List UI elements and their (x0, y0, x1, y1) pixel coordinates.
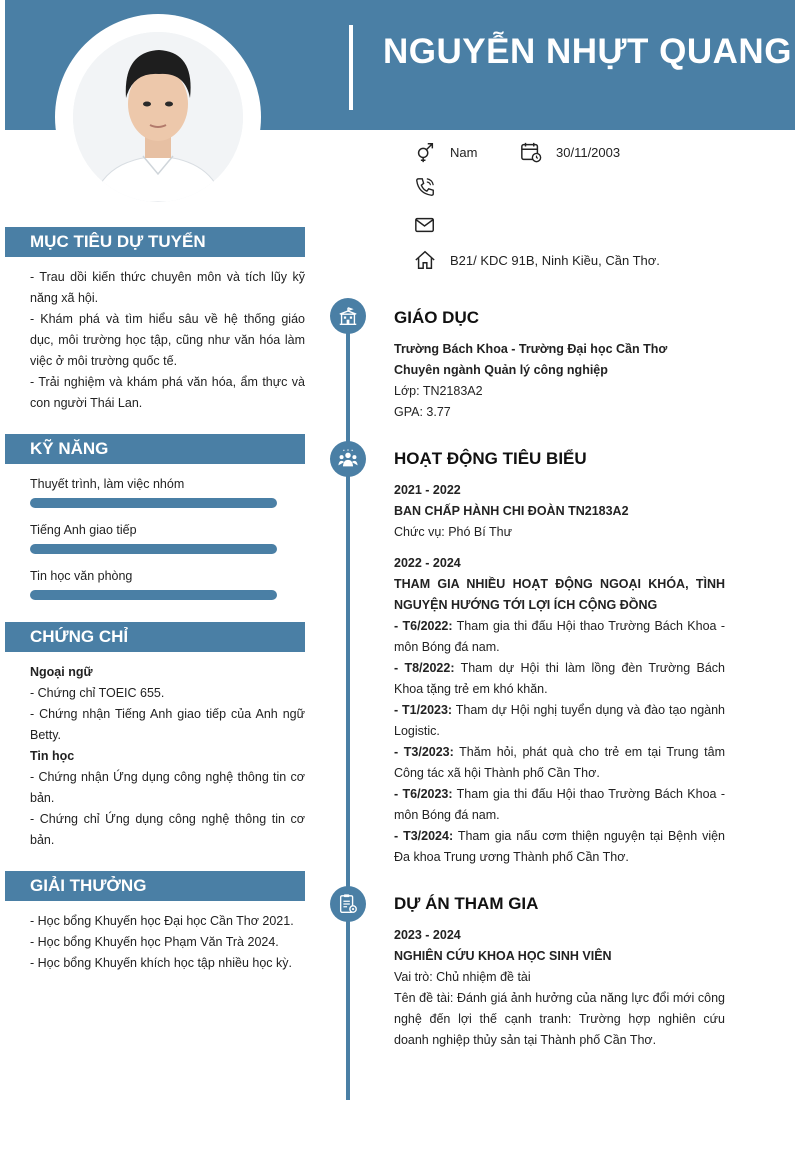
education-school: Trường Bách Khoa - Trường Đại học Cần Thơ (394, 342, 668, 356)
activity-text: Tham gia thi đấu Hội thao Trường Bách Khoa - môn Bóng đá nam. (394, 787, 725, 822)
activity-date: - T3/2023: (394, 745, 454, 759)
certificates-heading: CHỨNG CHỈ (5, 622, 305, 652)
project-block (394, 925, 725, 1051)
activity-title: THAM GIA NHIỀU HOẠT ĐỘNG NGOẠI KHÓA, TÌNH NGUYỆN HƯỚNG TỚI LỢI ÍCH CỘNG ĐỒNG (394, 577, 725, 612)
cert-item: - Chứng nhận Ứng dụng công nghệ thông tin cơ bản. (30, 770, 305, 805)
cert-group-title: Tin học (30, 749, 75, 763)
skill-label: Tin học văn phòng (30, 569, 133, 583)
activity-item (394, 826, 725, 868)
address-value: B21/ KDC 91B, Ninh Kiều, Cần Thơ. (450, 252, 660, 268)
activity-title: BAN CHẤP HÀNH CHI ĐOÀN TN2183A2 (394, 504, 629, 518)
dob-row (520, 141, 620, 163)
activity-item (394, 616, 725, 658)
skill-bar (30, 590, 277, 600)
activity-years: 2021 - 2022 (394, 483, 461, 497)
name-divider (349, 25, 353, 110)
activity-text: Tham gia thi đấu Hội thao Trường Bách Khoa - môn Bóng đá nam. (394, 619, 725, 654)
activity-date: - T6/2023: (394, 787, 453, 801)
dob-value: 30/11/2003 (556, 144, 621, 160)
objective-line: - Trau dồi kiến thức chuyên môn và tích lũy kỹ năng xã hội. (30, 270, 305, 305)
activity-text: Tham dự Hội nghị tuyển dụng và đào tạo ngành Logistic. (394, 703, 725, 738)
cert-item: - Chứng chỉ TOEIC 655. (30, 686, 165, 700)
calendar-icon (520, 141, 542, 163)
objective-line: - Trải nghiệm và khám phá văn hóa, ẩm thực và con người Thái Lan. (30, 375, 305, 410)
skill-bar (30, 498, 277, 508)
skill-bar (30, 544, 277, 554)
activity-date: - T6/2022: (394, 619, 453, 633)
award-item: - Học bổng Khuyến học Đại học Cần Thơ 2021. (30, 914, 294, 928)
education-class: Lớp: TN2183A2 (394, 384, 483, 398)
avatar (73, 32, 243, 202)
objective-line: - Khám phá và tìm hiểu sâu về hệ thống giáo dục, môi trường học tập, cũng như văn hóa làm việc ở môi trường quốc tế. (30, 312, 305, 368)
project-years: 2023 - 2024 (394, 928, 461, 942)
awards-heading: GIẢI THƯỞNG (5, 871, 305, 901)
activity-date: - T1/2023: (394, 703, 453, 717)
phone-icon (414, 176, 436, 198)
award-item: - Học bổng Khuyến khích học tập nhiều học kỳ. (30, 956, 292, 970)
activity-item (394, 742, 725, 784)
email-row (414, 214, 450, 236)
cert-group-title: Ngoại ngữ (30, 665, 93, 679)
cert-item: - Chứng chỉ Ứng dụng công nghệ thông tin cơ bản. (30, 812, 305, 847)
education-heading: GIÁO DỤC (394, 308, 479, 327)
team-icon (330, 441, 366, 477)
school-icon (330, 298, 366, 334)
skills-heading: KỸ NĂNG (5, 434, 305, 464)
activity-item (394, 784, 725, 826)
gender-icon (414, 141, 436, 163)
activity-years: 2022 - 2024 (394, 556, 461, 570)
activity-text: Thăm hỏi, phát quà cho trẻ em tại Trung tâm Công tác xã hội Thành phố Cần Thơ. (394, 745, 725, 780)
objective-text (30, 267, 305, 414)
activity-date: - T3/2024: (394, 829, 454, 843)
gender-value: Nam (450, 144, 478, 160)
email-icon (414, 214, 436, 236)
project-name: NGHIÊN CỨU KHOA HỌC SINH VIÊN (394, 949, 612, 963)
project-icon (330, 886, 366, 922)
certificates-text (30, 662, 305, 851)
activity-date: - T8/2022: (394, 661, 455, 675)
award-item: - Học bổng Khuyến học Phạm Văn Trà 2024. (30, 935, 279, 949)
skill-label: Thuyết trình, làm việc nhóm (30, 477, 185, 491)
home-icon (414, 249, 436, 271)
cert-item: - Chứng nhận Tiếng Anh giao tiếp của Anh ngữ Betty. (30, 707, 305, 742)
education-major: Chuyên ngành Quản lý công nghiệp (394, 363, 608, 377)
activity-1 (394, 480, 725, 543)
projects-heading: DỰ ÁN THAM GIA (394, 894, 539, 913)
activity-text: Tham gia nấu cơm thiện nguyện tại Bệnh viện Đa khoa Trung ương Thành phố Cần Thơ. (394, 829, 725, 864)
education-block (394, 339, 725, 423)
awards-text (30, 911, 305, 974)
activity-text: Tham dự Hội thi làm lồng đèn Trường Bách Khoa tặng trẻ em khó khăn. (394, 661, 725, 696)
gender-row (414, 141, 477, 163)
project-role: Vai trò: Chủ nhiệm đề tài (394, 970, 531, 984)
project-topic: Tên đề tài: Đánh giá ảnh hưởng của năng lực đổi mới công nghệ đến lợi thế cạnh tranh: Trường hợp nghiên cứu doanh nghiệp thủy sản tại Thành phố Cần Thơ. (394, 991, 725, 1047)
skill-label: Tiếng Anh giao tiếp (30, 523, 137, 537)
activity-item (394, 700, 725, 742)
activity-item (394, 658, 725, 700)
profile-photo (73, 32, 243, 202)
education-gpa: GPA: 3.77 (394, 405, 451, 419)
timeline-line (346, 300, 350, 1100)
candidate-name: NGUYỄN NHỰT QUANG (383, 32, 792, 71)
objective-heading: MỤC TIÊU DỰ TUYỂN (5, 227, 305, 257)
activity-role: Chức vụ: Phó Bí Thư (394, 525, 512, 539)
activities-heading: HOẠT ĐỘNG TIÊU BIỂU (394, 449, 587, 468)
phone-row (414, 176, 450, 198)
activity-2 (394, 553, 725, 868)
address-row (414, 249, 660, 271)
